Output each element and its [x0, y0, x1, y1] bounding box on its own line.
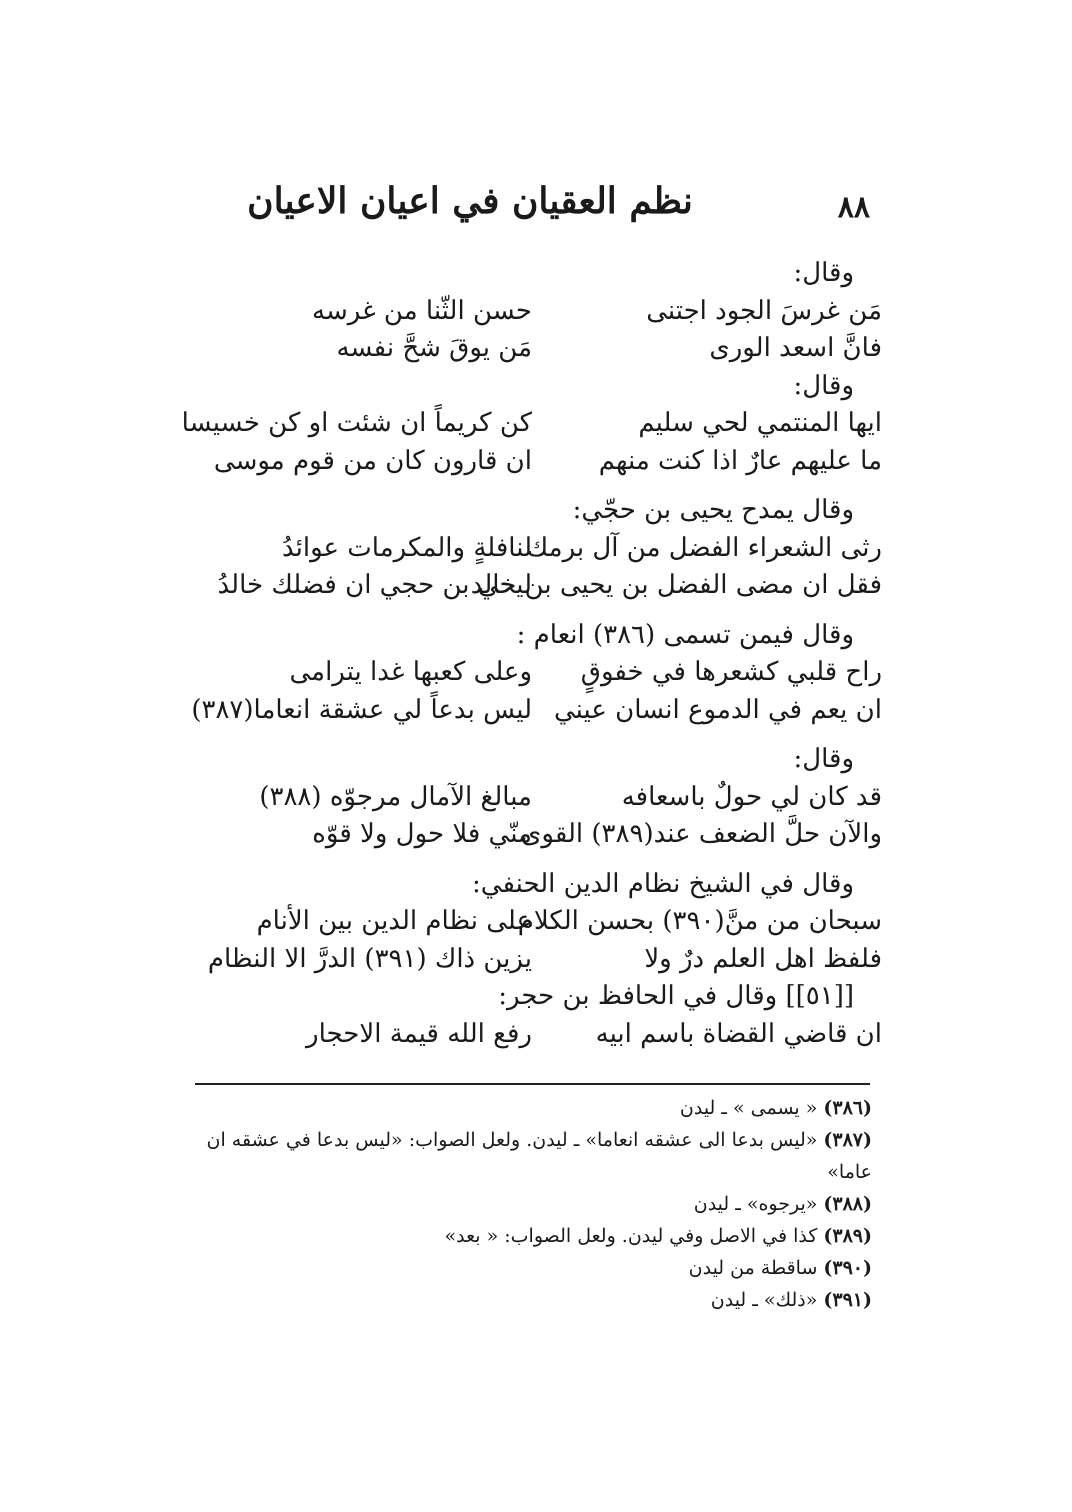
poem-section	[191, 617, 882, 730]
verse-line	[191, 692, 882, 730]
verse-line	[202, 903, 882, 941]
footnote	[192, 1252, 872, 1284]
poetry-body	[181, 255, 882, 1053]
verse-first-hemistich: مَن غرسَ الجود اجتنى	[646, 295, 882, 326]
footnote-number: (٣٨٨)	[823, 1193, 872, 1215]
verse-line	[202, 816, 882, 854]
poem-section	[181, 368, 882, 481]
poem-intro: وقال:	[793, 370, 854, 401]
verse-second-hemistich: مَن يوقَ شحَّ نفسه	[336, 333, 532, 363]
poem-section	[202, 492, 882, 605]
verse-first-hemistich: راح قلبي كشعرها في خفوقٍ	[580, 657, 882, 687]
verse-second-hemistich: ليحي بن حجي ان فضلك خالدُ	[217, 570, 532, 600]
book-title: نظم العقيان في اعيان الاعيان	[247, 180, 693, 222]
poem-intro: وقال يمدح يحيى بن حجّي:	[572, 495, 854, 525]
verse-first-hemistich: قد كان لي حولٌ باسعافه	[621, 781, 882, 812]
verse-second-hemistich: ان قارون كان من قوم موسى	[213, 445, 532, 476]
verse-line	[181, 405, 882, 443]
verse-first-hemistich: فلفظ اهل العلم درٌ ولا	[644, 943, 882, 974]
footnote-number: (٣٨٦)	[823, 1097, 872, 1119]
footnote-number: (٣٩٠)	[823, 1257, 872, 1279]
verse-first-hemistich: ان يعم في الدموع انسان عيني	[553, 694, 882, 725]
verse-second-hemistich: على نظام الدين بين الأنام	[256, 906, 532, 936]
verse-second-hemistich: ليس بدعاً لي عشقة انعاما(٣٨٧)	[191, 694, 532, 725]
footnote	[192, 1124, 872, 1188]
footnote-number: (٣٩١)	[823, 1289, 872, 1311]
footnote-number: (٣٨٧)	[823, 1129, 872, 1151]
footnote	[192, 1220, 872, 1252]
verse-first-hemistich: ما عليهم عارٌ اذا كنت منهم	[598, 445, 882, 476]
verse-line	[202, 530, 882, 568]
footnote	[192, 1188, 872, 1220]
poem-intro: وقال في الشيخ نظام الدين الحنفي:	[472, 868, 854, 899]
footnote-number: (٣٨٩)	[823, 1225, 872, 1247]
verse-first-hemistich: فقل ان مضى الفضل بن يحيى بن خالد	[470, 570, 882, 600]
footnote-divider	[195, 1083, 870, 1085]
verse-line	[202, 330, 882, 368]
verse-second-hemistich: كن كريماً ان شئت او كن خسيسا	[181, 408, 532, 438]
verse-second-hemistich: حسن الثّنا من غرسه	[312, 295, 532, 326]
verse-first-hemistich: ايها المنتمي لحي سليم	[638, 408, 882, 438]
verse-first-hemistich: سبحان من منَّ(٣٩٠) بحسن الكلام	[517, 906, 882, 936]
verse-first-hemistich: والآن حلَّ الضعف عند(٣٨٩) القوى	[521, 819, 882, 849]
verse-second-hemistich: منّي فلا حول ولا قوّه	[312, 819, 532, 849]
verse-second-hemistich: مبالغ الآمال مرجوّه (٣٨٨)	[259, 781, 532, 812]
verse-first-hemistich: فانَّ اسعد الورى	[709, 333, 882, 363]
footnote	[192, 1092, 872, 1124]
poem-intro: [[٥١]] وقال في الحافظ بن حجر:	[498, 981, 854, 1011]
verse-second-hemistich: وعلى كعبها غدا يترامى	[289, 657, 532, 687]
verse-line	[202, 654, 882, 692]
poem-intro: وقال فيمن تسمى (٣٨٦) انعام :	[516, 619, 854, 650]
footnote-text: « يسمى » ـ ليدن	[679, 1097, 818, 1119]
footnote-text: «ليس بدعا الى عشقه انعاما» ـ ليدن. ولعل الصواب: «ليس بدعا في عشقه ان عاما»	[206, 1129, 872, 1183]
footnote-text: «يرجوه» ـ ليدن	[693, 1193, 818, 1215]
verse-first-hemistich: رثى الشعراء الفضل من آل برمك	[526, 532, 882, 563]
footnote	[192, 1284, 872, 1316]
page-number: ٨٨	[837, 190, 870, 225]
verse-second-hemistich: لنافلةٍ والمكرمات عوائدُ	[281, 532, 532, 563]
footnote-text: «ذلك» ـ ليدن	[710, 1289, 818, 1311]
verse-line	[202, 443, 882, 481]
verse-line	[202, 1016, 882, 1054]
running-header	[190, 180, 870, 240]
poem-section	[202, 866, 882, 979]
poem-section	[202, 978, 882, 1053]
verse-second-hemistich: رفع الله قيمة الاحجار	[306, 1018, 532, 1049]
footnotes	[192, 1092, 872, 1316]
verse-line	[202, 941, 882, 979]
verse-second-hemistich: يزين ذاك (٣٩١) الدرَّ الا النظام	[207, 943, 532, 974]
verse-line	[202, 567, 882, 605]
verse-first-hemistich: ان قاضي القضاة باسم ابيه	[595, 1018, 882, 1049]
footnote-text: كذا في الاصل وفي ليدن. ولعل الصواب: « بعد»	[444, 1225, 818, 1247]
verse-line	[202, 779, 882, 817]
verse-line	[202, 293, 882, 331]
poem-intro: وقال:	[793, 258, 854, 288]
footnote-text: ساقطة من ليدن	[688, 1257, 818, 1279]
poem-section	[202, 255, 882, 368]
poem-section	[202, 741, 882, 854]
poem-intro: وقال:	[793, 744, 854, 774]
